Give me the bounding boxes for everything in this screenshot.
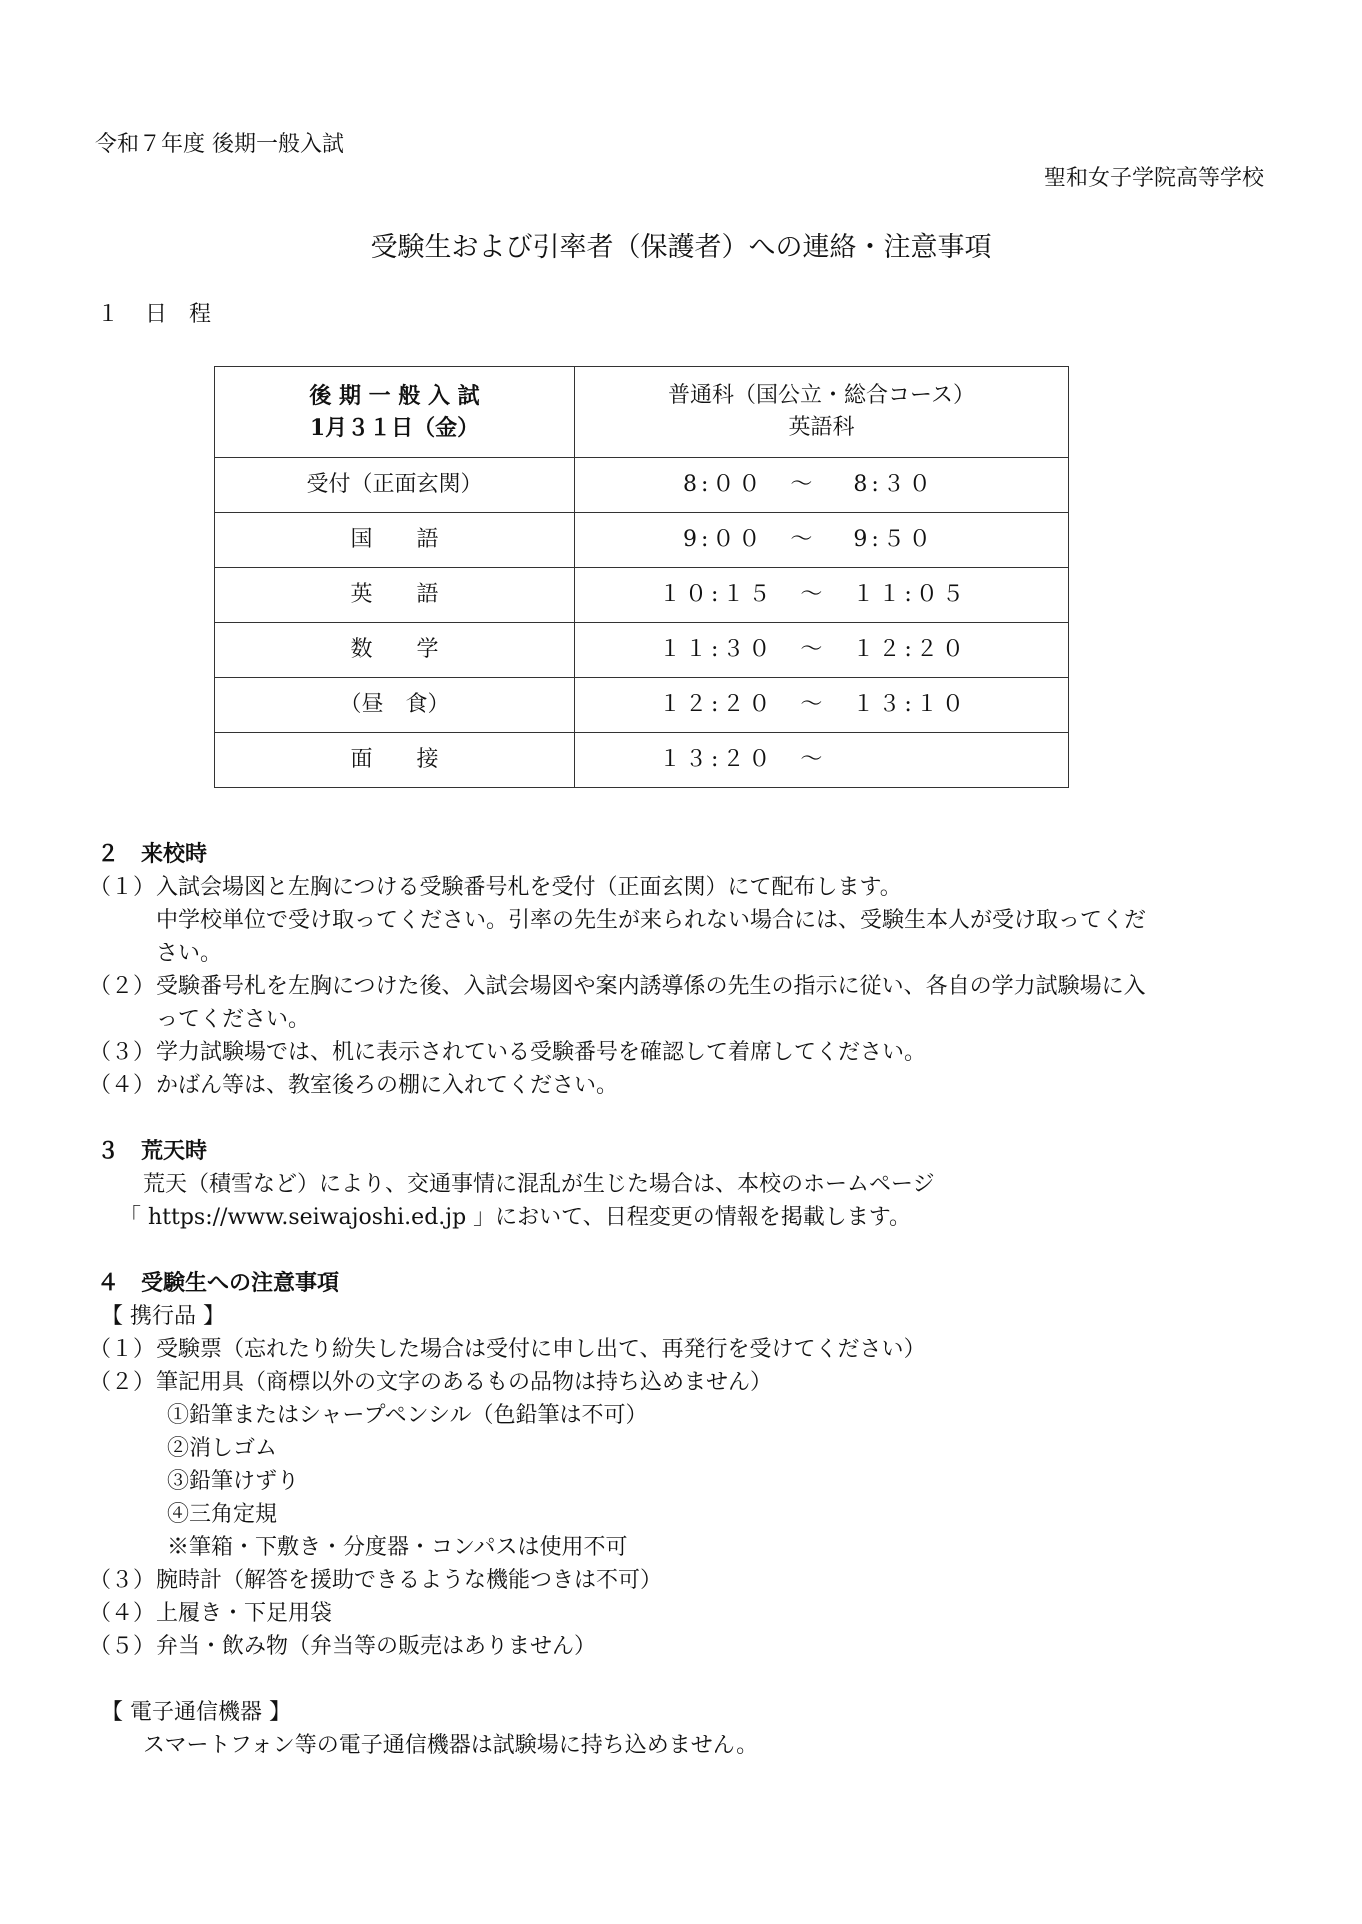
course-english: 英語科 xyxy=(788,415,855,440)
item-number: （３） xyxy=(89,1568,156,1593)
devices-text: スマートフォン等の電子通信機器は試験場に持ち込めません。 xyxy=(143,1733,759,1758)
section2-heading: ２ 来校時 xyxy=(97,841,208,867)
table-row xyxy=(215,513,1069,568)
item-number: （５） xyxy=(89,1634,156,1659)
exam-name: 令和７年度 後期一般入試 xyxy=(95,132,344,157)
schedule-header-course xyxy=(575,367,1069,458)
item-number: （１） xyxy=(89,875,156,900)
row-label: 国 語 xyxy=(215,513,575,568)
list-item xyxy=(89,1564,1277,1597)
list-item xyxy=(89,1597,1277,1630)
sub-item: ②消しゴム xyxy=(167,1436,278,1461)
list-item xyxy=(89,1069,1277,1102)
list-item xyxy=(89,1333,1277,1366)
sub-item: ①鉛筆またはシャープペンシル（色鉛筆は不可） xyxy=(167,1403,648,1428)
sub-item: ④三角定規 xyxy=(167,1502,278,1527)
section1-title: 日 程 xyxy=(145,302,212,327)
list-item xyxy=(89,970,1277,1036)
item-text: 弁当・飲み物（弁当等の販売はありません） xyxy=(156,1634,597,1659)
list-item xyxy=(89,1630,1277,1663)
row-time: １２:２０ ～ １３:１０ xyxy=(575,678,1069,733)
list-item xyxy=(89,1036,1277,1069)
item-text: 受験票（忘れたり紛失した場合は受付に申し出て、再発行を受けてください） xyxy=(156,1337,926,1362)
row-time: １０:１５ ～ １１:０５ xyxy=(575,568,1069,623)
item-number: （２） xyxy=(89,1370,156,1395)
table-row xyxy=(215,678,1069,733)
row-label: 数 学 xyxy=(215,623,575,678)
devices-label: 【 電子通信機器 】 xyxy=(101,1700,291,1725)
item-number: （２） xyxy=(89,974,156,999)
schedule-header-row xyxy=(215,367,1069,458)
document-title: 受験生および引率者（保護者）への連絡・注意事項 xyxy=(370,232,992,263)
section4-heading: ４ 受験生への注意事項 xyxy=(97,1270,340,1296)
row-time: １３:２０ ～ xyxy=(575,733,1069,788)
exam-label: 後 期 一 般 入 試 xyxy=(309,383,480,409)
table-row xyxy=(215,733,1069,788)
schedule-table xyxy=(214,366,1069,788)
schedule-header-exam xyxy=(215,367,575,458)
section3-text: 荒天（積雪など）により、交通事情に混乱が生じた場合は、本校のホームページ xyxy=(143,1172,935,1197)
item-text: 上履き・下足用袋 xyxy=(156,1601,333,1626)
item-text: 筆記用具（商標以外の文字のあるもの品物は持ち込めません） xyxy=(156,1370,773,1395)
section1-number: １ xyxy=(97,302,120,327)
item-text: 受験番号札を左胸につけた後、入試会場図や案内誘導係の先生の指示に従い、各自の学力試験場に入 xyxy=(156,974,1146,999)
section1-heading xyxy=(97,298,237,331)
row-label: 面 接 xyxy=(215,733,575,788)
item-number: （４） xyxy=(89,1601,156,1626)
table-row xyxy=(215,458,1069,513)
section3-url-text: 「 https://www.seiwajoshi.ed.jp 」において、日程変更の情報を掲載します。 xyxy=(119,1205,911,1230)
row-label: 受付（正面玄関） xyxy=(215,458,575,513)
exam-date: 1月３１日（金） xyxy=(309,415,480,441)
table-row xyxy=(215,568,1069,623)
item-text: 学力試験場では、机に表示されている受験番号を確認して着席してください。 xyxy=(156,1040,927,1065)
item-text: さい。 xyxy=(156,941,223,966)
item-text: ってください。 xyxy=(156,1007,311,1032)
row-label: 英 語 xyxy=(215,568,575,623)
row-time: 8:００ ～ 8:３０ xyxy=(575,458,1069,513)
item-text: 腕時計（解答を援助できるような機能つきは不可） xyxy=(156,1568,663,1593)
item-text: 入試会場図と左胸につける受験番号札を受付（正面玄関）にて配布します。 xyxy=(156,875,902,900)
sub-item: ③鉛筆けずり xyxy=(167,1469,300,1494)
item-number: （３） xyxy=(89,1040,156,1065)
item-text: かばん等は、教室後ろの棚に入れてください。 xyxy=(156,1073,619,1098)
table-row xyxy=(215,623,1069,678)
row-time: １１:３０ ～ １２:２０ xyxy=(575,623,1069,678)
section3-heading: ３ 荒天時 xyxy=(97,1138,208,1164)
item-number: （４） xyxy=(89,1073,156,1098)
list-item xyxy=(89,1366,1277,1399)
item-number: （１） xyxy=(89,1337,156,1362)
row-time: 9:００ ～ 9:５０ xyxy=(575,513,1069,568)
sub-item-note: ※筆箱・下敷き・分度器・コンパスは使用不可 xyxy=(167,1535,628,1560)
list-item xyxy=(89,871,1277,970)
school-name: 聖和女子学院高等学校 xyxy=(1043,166,1264,191)
body-content xyxy=(89,838,1277,1762)
course-general: 普通科（国公立・総合コース） xyxy=(668,383,975,408)
belongings-label: 【 携行品 】 xyxy=(101,1304,225,1329)
row-label: （昼 食） xyxy=(215,678,575,733)
item-text: 中学校単位で受け取ってください。引率の先生が来られない場合には、受験生本人が受け取ってくだ xyxy=(156,908,1147,933)
